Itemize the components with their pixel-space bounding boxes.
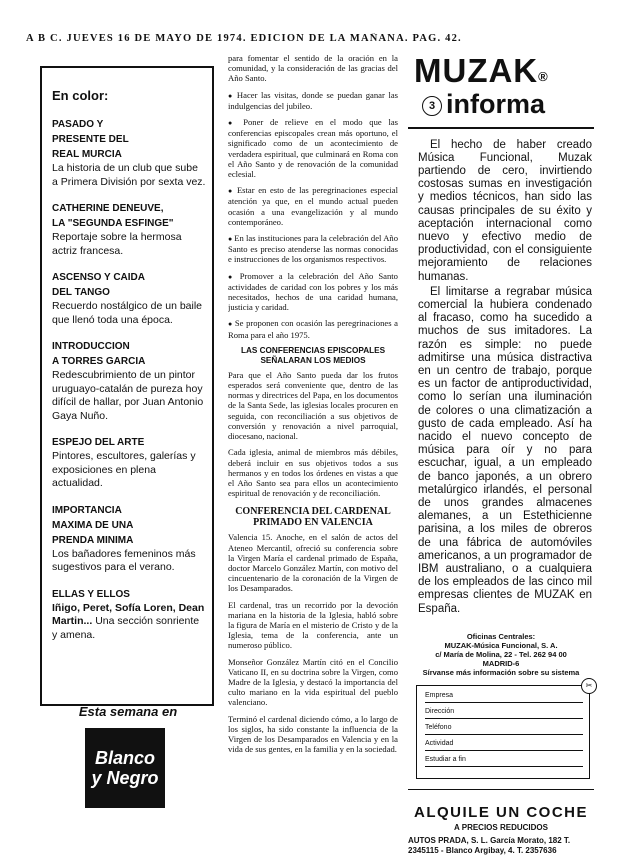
coupon-field[interactable] <box>425 692 583 703</box>
car-rental-title: ALQUILE UN COCHE <box>414 804 588 822</box>
article-bullet: ● Estar en esto de las peregrinaciones especial atención ya que, en el mundo actual pueden ocasión a una evangelización y al mundo contemporáneo. <box>228 185 398 227</box>
article-paragraph: Valencia 15. Anoche, en el salón de actos del Ateneo Mercantil, ofreció su conferencia sobre la Virgen María el cardenal primado de España, doctor Marcelo González Martín, con motivo del cincuentenario de la coronación de la Virgen de los Desamparados. <box>228 532 398 594</box>
page-header: A B C. JUEVES 16 DE MAYO DE 1974. EDICION DE LA MAÑANA. PAG. 42. <box>26 33 462 44</box>
article-headline: CONFERENCIA DEL CARDENAL PRIMADO EN VALENCIA <box>235 506 391 529</box>
section-prenda-minima <box>52 503 206 575</box>
scissors-icon: ✂ <box>581 678 597 694</box>
car-rental-ad <box>408 804 594 856</box>
section-body: Reportaje sobre la hermosa actriz francesa. <box>52 231 182 257</box>
article-paragraph: Terminó el cardenal diciendo cómo, a lo largo de los siglos, ha sido constante la influencia de la Virgen de los Desamparados en Valencia y en la vida de sus gentes, en la familia y en la sociedad. <box>228 713 398 755</box>
coupon-label: Dirección <box>425 707 455 715</box>
article-paragraph: Cada iglesia, animal de miembros más débiles, deberá incluir en sus objetivos todos a sus hermanos y en todos los órdenes en vistas a que el Año Santo sea para ellos un acontecimiento espiritual de renovación y de reconciliación. <box>228 447 398 499</box>
coupon-field[interactable] <box>425 724 583 735</box>
coupon-label: Teléfono <box>425 723 452 731</box>
informa-word: informa <box>446 89 546 119</box>
coupon-label: Estudiar a fin <box>425 755 466 763</box>
en-color-title: En color: <box>52 88 109 103</box>
informa-title <box>422 89 594 119</box>
article-bullet: ● Poner de relieve en el modo que las conferencias episcopales crean más oportuno, el significado como de un acontecimiento de verdadera espiritual, que culminará en Roma con el Año Santo y de renovación de la comunidad eclesial. <box>228 117 398 179</box>
section-heading: ESPEJO DEL ARTE <box>52 437 145 448</box>
ad-paragraph: El limitarse a regrabar música comercial la hubiera condenado al fracaso, como ha sucedido a muchos de sus imitadores. La razón es simple: no puede admitirse una música distractiva en un centro de trabajo, porque es un factor de antiproductividad, como lo serían una iluminación de colores o una climatización a gusto de cada empleado. Así ha nacido el nuevo concepto de música para oír y no para escuchar, igual, a un empleado de banco japonés, a un obrero metalúrgico irlandés, el personal de unos grandes almacenes alemanes, a un Estethicienne parisina, a los miles de obreros de una fábrica de automóviles americanos, a un programador de IBM australiano, o a cualquiera de los empleados de las cinco mil empresas clientes de MUZAK en España. <box>418 285 592 615</box>
article-bullet: ● Hacer las visitas, donde se puedan ganar las indulgencias del jubileo. <box>228 90 398 111</box>
article-bullet: ● Se proponen con ocasión las peregrinaciones a Roma para el año 1975. <box>228 318 398 339</box>
divider <box>408 127 594 129</box>
logo-line-2: y Negro <box>91 768 159 788</box>
section-real-murcia <box>52 117 206 189</box>
section-ellas-y-ellos <box>52 587 206 643</box>
section-body: Redescubrimiento de un pintor uruguayo-catalán de pureza hoy difícil de hallar, por Juan Antonio Gaya Nuño. <box>52 369 204 422</box>
coupon-label: Actividad <box>425 739 454 747</box>
ad-paragraph: El hecho de haber creado Música Funcional, Muzak partiendo de cero, invirtiendo costosas sumas en investigación y medios técnicos, han sido las causas principales de su éxito y aceptación internacional como nuevo y efectivo medio de productividad, con el consiguiente mejoramiento de relaciones humanas. <box>418 138 592 283</box>
coupon-form <box>416 680 593 779</box>
muzak-logo <box>414 53 594 89</box>
coupon-field[interactable] <box>425 708 583 719</box>
car-rental-address: AUTOS PRADA, S. L. García Morato, 182 T. 2345115 - Blanco Argibay, 4. T. 2357636 <box>408 836 571 856</box>
article-paragraph: para fomentar el sentido de la oración en la comunidad, y la consideración de las gracias del Año Santo. <box>228 53 398 84</box>
offices-line: c/ María de Molina, 22 - Tel. 262 94 00 <box>435 649 567 659</box>
coupon-field[interactable] <box>425 756 583 767</box>
offices-title: Oficinas Centrales: <box>466 631 536 641</box>
logo-line-1: Blanco <box>94 748 155 768</box>
coupon-field[interactable] <box>425 740 583 751</box>
article-bullet: ● En las instituciones para la celebración del Año Santo es preciso atenderse las normas conocidas e instrucciones de los organismos respectivos. <box>228 233 398 265</box>
article-bullet: ● Promover a la celebración del Año Santo actividades de caridad con los pobres y los más necesitados, hechos de una caridad humana, justicia y caridad. <box>228 271 398 313</box>
section-heading: INTRODUCCION A TORRES GARCIA <box>52 341 146 367</box>
blanco-y-negro-contents-box <box>40 66 214 706</box>
offices-line: MUZAK-Música Funcional, S. A. <box>444 640 558 650</box>
section-heading: ASCENSO Y CAIDA DEL TANGO <box>52 272 145 298</box>
section-body <box>52 602 206 643</box>
section-body: Los bañadores femeninos más sugestivos para el verano. <box>52 547 196 573</box>
section-espejo-arte <box>52 435 206 491</box>
esta-semana-label: Esta semana en <box>78 704 178 719</box>
section-tango <box>52 270 206 327</box>
section-body: Pintores, escultores, galerías y exposiciones en plena actualidad. <box>52 450 196 489</box>
article-subheading: LAS CONFERENCIAS EPISCOPALES SEÑALARAN LOS MEDIOS <box>240 345 386 365</box>
section-body: Recuerdo nostálgico de un baile que llenó toda una época. <box>52 300 203 326</box>
section-catherine-deneuve <box>52 201 206 258</box>
muzak-advertisement <box>408 52 594 856</box>
section-heading: PASADO Y PRESENTE DEL REAL MURCIA <box>52 119 129 160</box>
number-circle: 3 <box>422 96 442 116</box>
section-heading: IMPORTANCIA MAXIMA DE UNA PRENDA MINIMA <box>52 504 134 546</box>
article-paragraph: El cardenal, tras un recorrido por la devoción mariana en la historia de la Iglesia, habló sobre la figura de María en el misterio de Cristo y de la Iglesia, tema de la conferencia, ante un numeroso público. <box>228 599 398 651</box>
article-paragraph: Monseñor González Martín citó en el Concilio Vaticano II, en su doctrina sobre la Virgen, como Madre de la Iglesia, y destacó la importancia del culto mariano en la vida espiritual del pueblo valenciano. <box>228 656 398 708</box>
section-body: La historia de un club que sube a Primera División por sexta vez. <box>52 162 206 188</box>
article-paragraph: Para que el Año Santo pueda dar los frutos esperados será conveniente que, dentro de las normas y directrices del Papa, en los documentos de la Santa Sede, las iglesias locales procuren en seguida, con reconciliación a sus objetivos de conversión y renovación a nivel parroquial, diocesano, nacional. <box>228 369 398 442</box>
section-heading: ELLAS Y ELLOS <box>52 588 130 600</box>
section-torres-garcia <box>52 339 206 423</box>
coupon-label: Empresa <box>425 691 454 699</box>
muzak-brand: MUZAK <box>414 52 539 89</box>
registered-mark: ® <box>538 69 549 84</box>
offices-line: MADRID-6 <box>482 658 520 668</box>
muzak-body-text <box>408 139 594 616</box>
offices-line: Sírvanse más información sobre su sistema <box>422 667 580 677</box>
offices-block <box>408 632 594 677</box>
section-heading: CATHERINE DENEUVE, LA "SEGUNDA ESFINGE" <box>52 203 174 229</box>
blanco-y-negro-logo <box>85 728 165 808</box>
article-column <box>228 53 398 833</box>
ellos-names: Iñigo, Peret, Sofía Loren, Dean Martin... <box>52 601 205 627</box>
ellos-text: Una sección sonriente y amena. <box>52 615 200 641</box>
divider <box>408 789 594 791</box>
car-rental-subtitle: A PRECIOS REDUCIDOS <box>454 823 548 833</box>
